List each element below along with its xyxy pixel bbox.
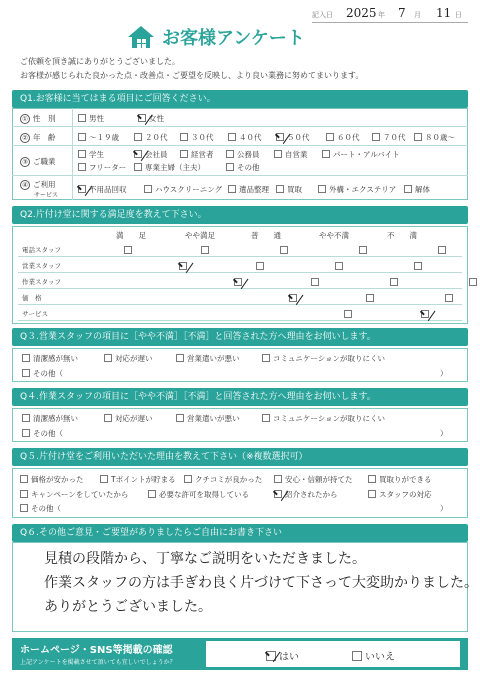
q2-checkbox[interactable] bbox=[359, 246, 367, 254]
q1-svc-exterior[interactable] bbox=[318, 184, 396, 195]
option-label: 買取りができる bbox=[379, 475, 432, 484]
option-label: 経営者 bbox=[191, 150, 214, 159]
q2-checkbox[interactable] bbox=[344, 310, 352, 318]
q1-occ-civil[interactable] bbox=[226, 149, 260, 160]
option-label: 専業主婦（主夫） bbox=[145, 163, 205, 172]
q2-row-divider bbox=[18, 320, 462, 321]
q1-num-2: ② bbox=[20, 133, 30, 143]
footer-subtitle: 上記アンケートを掲載させて頂いても宜しいでしょうか？ bbox=[20, 659, 176, 666]
option-label: ～１９歳 bbox=[89, 133, 119, 142]
q5-opt-other[interactable] bbox=[20, 503, 61, 514]
footer-yes-label: はい bbox=[279, 652, 299, 663]
q5-opt-buyback[interactable] bbox=[368, 474, 432, 485]
q1-occ-freeter[interactable] bbox=[78, 162, 126, 173]
checkbox[interactable] bbox=[262, 414, 270, 422]
q3-opt-clean[interactable] bbox=[22, 353, 78, 364]
option-label: 遺品整理 bbox=[239, 185, 269, 194]
q1-num-1: ① bbox=[20, 114, 30, 124]
q6-handwriting-line-1: 見積の段階から、丁寧なご説明をいただきました。 bbox=[44, 551, 366, 567]
q1-svc-estate[interactable] bbox=[228, 184, 269, 195]
q3-opt-other[interactable] bbox=[22, 368, 63, 379]
q1-label-service: ご利用 bbox=[33, 180, 56, 189]
option-label: 学生 bbox=[89, 150, 104, 159]
option-label: その他（ bbox=[33, 429, 63, 438]
checkbox[interactable] bbox=[148, 490, 156, 498]
q6-handwriting-line-3: ありがとうございました。 bbox=[44, 599, 212, 615]
option-label: ８０歳～ bbox=[425, 133, 455, 142]
option-label: 安心・信頼が持てた bbox=[285, 475, 353, 484]
checkbox[interactable] bbox=[228, 185, 236, 193]
q1-occ-other[interactable] bbox=[226, 162, 260, 173]
checkbox[interactable] bbox=[322, 150, 330, 158]
q2-col-somewhat-dissatisfied: やや不満 bbox=[319, 231, 349, 240]
page-title: お客様アンケート bbox=[162, 28, 305, 49]
option-label: 自営業 bbox=[285, 150, 308, 159]
q1-age-70s[interactable] bbox=[372, 132, 406, 143]
option-label: キャンペーンをしていたから bbox=[31, 490, 129, 499]
q5-title: Q５.片付け堂をご利用いただいた理由を教えて下さい（※複数選択可） bbox=[12, 448, 468, 466]
footer-no-label: いいえ bbox=[365, 652, 395, 663]
q4-opt-slow[interactable] bbox=[104, 413, 153, 424]
checkbox[interactable] bbox=[180, 133, 188, 141]
checkbox[interactable] bbox=[262, 354, 270, 362]
checkbox[interactable] bbox=[78, 150, 86, 158]
q2-checkbox-checked[interactable] bbox=[421, 310, 429, 318]
option-label: 会社員 bbox=[145, 150, 168, 159]
q2-title: Q2.片付け堂に関する満足度を教えて下さい。 bbox=[12, 206, 468, 224]
q1-num-4: ④ bbox=[20, 180, 30, 190]
checkbox[interactable] bbox=[228, 133, 236, 141]
q5-opt-price[interactable] bbox=[20, 474, 84, 485]
q2-checkbox[interactable] bbox=[124, 246, 132, 254]
option-label: 男性 bbox=[89, 114, 104, 123]
q1-occ-manager[interactable] bbox=[180, 149, 214, 160]
option-label: スタッフの対応 bbox=[379, 490, 432, 499]
q3-title: Q３.営業スタッフの項目に［やや不満］［不満］と回答された方へ理由をお伺いします。 bbox=[12, 328, 468, 346]
q3-other-close: ） bbox=[440, 369, 448, 378]
q2-row-label: 価 格 bbox=[22, 294, 42, 302]
q1-label-gender: 性 別 bbox=[33, 114, 56, 123]
checkbox[interactable] bbox=[226, 163, 234, 171]
q2-checkbox[interactable] bbox=[414, 262, 422, 270]
footer-title: ホームページ・SNS等掲載の確認 bbox=[20, 645, 173, 656]
entry-month-value: 7 bbox=[398, 6, 406, 20]
checkbox[interactable] bbox=[176, 414, 184, 422]
checkbox-checked[interactable] bbox=[134, 150, 142, 158]
q1-age-20s[interactable] bbox=[134, 132, 168, 143]
q3-opt-slow[interactable] bbox=[104, 353, 153, 364]
q1-occ-homemaker[interactable] bbox=[134, 162, 205, 173]
option-label: ４０代 bbox=[239, 133, 262, 142]
option-label: フリーター bbox=[89, 163, 127, 172]
checkbox-checked[interactable] bbox=[78, 185, 86, 193]
q1-title: Q1.お客様に当てはまる項目にご回答ください。 bbox=[12, 90, 468, 108]
option-label: 買取 bbox=[287, 185, 302, 194]
option-label: ２０代 bbox=[145, 133, 168, 142]
checkbox[interactable] bbox=[78, 114, 86, 122]
checkbox-checked[interactable] bbox=[266, 651, 276, 661]
checkbox[interactable] bbox=[274, 150, 282, 158]
checkbox[interactable] bbox=[22, 414, 30, 422]
option-label: 営業遣いが悪い bbox=[187, 414, 240, 423]
q1-gender-male[interactable] bbox=[78, 113, 104, 124]
q2-checkbox[interactable] bbox=[311, 278, 319, 286]
footer-yes-option[interactable] bbox=[266, 648, 299, 663]
q4-title: Q４.作業スタッフの項目に［やや不満］［不満］と回答された方へ理由をお伺いします。 bbox=[12, 388, 468, 406]
q1-occ-parttime[interactable] bbox=[322, 149, 400, 160]
q1-age-30s[interactable] bbox=[180, 132, 214, 143]
q2-checkbox[interactable] bbox=[280, 246, 288, 254]
option-label: ３０代 bbox=[191, 133, 214, 142]
checkbox[interactable] bbox=[20, 504, 28, 512]
q3-opt-manner[interactable] bbox=[176, 353, 240, 364]
checkbox[interactable] bbox=[144, 185, 152, 193]
q5-opt-trust[interactable] bbox=[274, 474, 353, 485]
option-label: 清潔感が無い bbox=[33, 354, 78, 363]
q2-col-dissatisfied: 不 満 bbox=[387, 231, 417, 240]
checkbox[interactable] bbox=[368, 490, 376, 498]
q1-gender-female[interactable] bbox=[138, 113, 164, 124]
q2-checkbox[interactable] bbox=[445, 294, 453, 302]
option-label: その他（ bbox=[31, 504, 61, 513]
checkbox[interactable] bbox=[372, 133, 380, 141]
checkbox[interactable] bbox=[176, 354, 184, 362]
checkbox[interactable] bbox=[104, 414, 112, 422]
q1-label-occupation: ご職業 bbox=[33, 157, 56, 166]
option-label: ６０代 bbox=[337, 133, 360, 142]
q6-title: Q６.その他ご意見・ご要望がありましたらご自由にお書き下さい bbox=[12, 524, 468, 542]
checkbox[interactable] bbox=[104, 354, 112, 362]
footer-no-option[interactable] bbox=[352, 648, 395, 663]
q1-label-age: 年 齢 bbox=[33, 133, 56, 142]
q2-row-label: サービス bbox=[22, 310, 48, 318]
q1-row-occupation bbox=[20, 156, 56, 167]
q5-opt-campaign[interactable] bbox=[20, 489, 128, 500]
checkbox[interactable] bbox=[180, 150, 188, 158]
q2-checkbox[interactable] bbox=[390, 278, 398, 286]
checkbox[interactable] bbox=[100, 475, 108, 483]
q2-checkbox[interactable] bbox=[438, 246, 446, 254]
q2-checkbox[interactable] bbox=[201, 246, 209, 254]
checkbox[interactable] bbox=[134, 133, 142, 141]
q1-num-3: ③ bbox=[20, 157, 30, 167]
q4-other-close: ） bbox=[440, 429, 448, 438]
q5-opt-license[interactable] bbox=[148, 489, 249, 500]
checkbox[interactable] bbox=[326, 133, 334, 141]
q2-checkbox-checked[interactable] bbox=[289, 294, 297, 302]
checkbox[interactable] bbox=[20, 490, 28, 498]
checkbox-checked[interactable] bbox=[276, 133, 284, 141]
option-label: ハウスクリーニング bbox=[155, 185, 223, 194]
checkbox[interactable] bbox=[22, 354, 30, 362]
footer-answer-box bbox=[206, 641, 460, 667]
option-label: 紹介されたから bbox=[285, 490, 338, 499]
option-label: その他 bbox=[237, 163, 260, 172]
q5-opt-tpoint[interactable] bbox=[100, 474, 176, 485]
q2-col-neutral: 普 通 bbox=[251, 231, 281, 240]
q2-checkbox[interactable] bbox=[335, 262, 343, 270]
checkbox[interactable] bbox=[22, 429, 30, 437]
option-label: 対応が遅い bbox=[115, 354, 153, 363]
q1-age-50s[interactable] bbox=[276, 132, 310, 143]
q1-svc-demolition[interactable] bbox=[404, 184, 430, 195]
q4-opt-other[interactable] bbox=[22, 428, 63, 439]
q1-occ-employee[interactable] bbox=[134, 149, 168, 160]
q4-opt-clean[interactable] bbox=[22, 413, 78, 424]
checkbox[interactable] bbox=[276, 185, 284, 193]
q2-row-label: 営業スタッフ bbox=[22, 262, 61, 270]
q1-svc-junk[interactable] bbox=[78, 184, 127, 195]
entry-day-label: 日 bbox=[455, 11, 462, 19]
q2-checkbox[interactable] bbox=[256, 262, 264, 270]
checkbox[interactable] bbox=[318, 185, 326, 193]
option-label: クチコミが良かった bbox=[195, 475, 263, 484]
q2-col-satisfied: 満 足 bbox=[116, 231, 146, 240]
option-label: 外構・エクステリア bbox=[329, 185, 397, 194]
option-label: 清潔感が無い bbox=[33, 414, 78, 423]
q1-age-60s[interactable] bbox=[326, 132, 360, 143]
q2-checkbox-checked[interactable] bbox=[234, 278, 242, 286]
q1-row-service bbox=[20, 179, 56, 190]
q5-opt-reviews[interactable] bbox=[184, 474, 262, 485]
q2-row-label: 電話スタッフ bbox=[22, 246, 61, 254]
checkbox[interactable] bbox=[274, 475, 282, 483]
option-label: 営業遣いが悪い bbox=[187, 354, 240, 363]
q2-row-divider bbox=[18, 256, 462, 257]
entry-day-value: 11 bbox=[436, 6, 452, 20]
option-label: 対応が遅い bbox=[115, 414, 153, 423]
q1-age-40s[interactable] bbox=[228, 132, 262, 143]
q3-opt-communication[interactable] bbox=[262, 353, 385, 364]
q1-row-age bbox=[20, 132, 56, 143]
option-label: 女性 bbox=[149, 114, 164, 123]
option-label: コミュニケーションが取りにくい bbox=[273, 414, 386, 423]
checkbox[interactable] bbox=[414, 133, 422, 141]
option-label: その他（ bbox=[33, 369, 63, 378]
q5-opt-staff[interactable] bbox=[368, 489, 432, 500]
option-label: コミュニケーションが取りにくい bbox=[273, 354, 386, 363]
q1-occ-student[interactable] bbox=[78, 149, 104, 160]
checkbox-checked[interactable] bbox=[138, 114, 146, 122]
checkbox[interactable] bbox=[226, 150, 234, 158]
house-logo-icon bbox=[126, 24, 156, 50]
q1-age-under19[interactable] bbox=[78, 132, 119, 143]
checkbox[interactable] bbox=[184, 475, 192, 483]
intro-line-2: お客様が感じられた良かった点・改善点・ご要望を反映し、より良い業務に努めてまいります。 bbox=[20, 71, 364, 80]
checkbox[interactable] bbox=[78, 163, 86, 171]
q1-age-80plus[interactable] bbox=[414, 132, 455, 143]
option-label: 必要な許可を取得している bbox=[159, 490, 249, 499]
checkbox[interactable] bbox=[352, 651, 362, 661]
q2-checkbox-checked[interactable] bbox=[179, 262, 187, 270]
q2-row-label: 作業スタッフ bbox=[22, 278, 61, 286]
option-label: ５０代 bbox=[287, 133, 310, 142]
checkbox[interactable] bbox=[404, 185, 412, 193]
option-label: Tポイントが貯まる bbox=[111, 475, 176, 484]
intro-line-1: ご依頼を頂き誠にありがとうございました。 bbox=[20, 57, 180, 66]
checkbox[interactable] bbox=[20, 475, 28, 483]
q2-checkbox[interactable] bbox=[366, 294, 374, 302]
q4-opt-communication[interactable] bbox=[262, 413, 385, 424]
q2-checkbox[interactable] bbox=[469, 278, 477, 286]
option-label: 解体 bbox=[415, 185, 430, 194]
q1-sublabel-service: サービス bbox=[34, 192, 59, 199]
entry-year-value: 2025 bbox=[346, 6, 377, 20]
checkbox[interactable] bbox=[134, 163, 142, 171]
option-label: 不用品回収 bbox=[89, 185, 127, 194]
q2-col-somewhat-satisfied: やや満足 bbox=[185, 231, 215, 240]
q4-opt-manner[interactable] bbox=[176, 413, 240, 424]
q6-handwriting-line-2: 作業スタッフの方は手ぎわ良く片づけて下さって大変助かりました。 bbox=[44, 575, 478, 591]
option-label: 公務員 bbox=[237, 150, 260, 159]
q1-occ-self[interactable] bbox=[274, 149, 308, 160]
q5-opt-referral[interactable] bbox=[274, 489, 338, 500]
entry-date-label: 記入日 bbox=[312, 11, 333, 19]
checkbox-checked[interactable] bbox=[274, 490, 282, 498]
q1-svc-buy[interactable] bbox=[276, 184, 302, 195]
entry-month-label: 月 bbox=[414, 11, 421, 19]
option-label: ７０代 bbox=[383, 133, 406, 142]
checkbox[interactable] bbox=[78, 133, 86, 141]
entry-year-label: 年 bbox=[378, 11, 385, 19]
checkbox[interactable] bbox=[22, 369, 30, 377]
q2-row-divider bbox=[18, 304, 462, 305]
q1-svc-cleaning[interactable] bbox=[144, 184, 222, 195]
option-label: 価格が安かった bbox=[31, 475, 84, 484]
option-label: パート・アルバイト bbox=[333, 150, 400, 159]
q5-other-close: ） bbox=[440, 504, 448, 513]
checkbox[interactable] bbox=[368, 475, 376, 483]
q1-row-gender bbox=[20, 113, 56, 124]
